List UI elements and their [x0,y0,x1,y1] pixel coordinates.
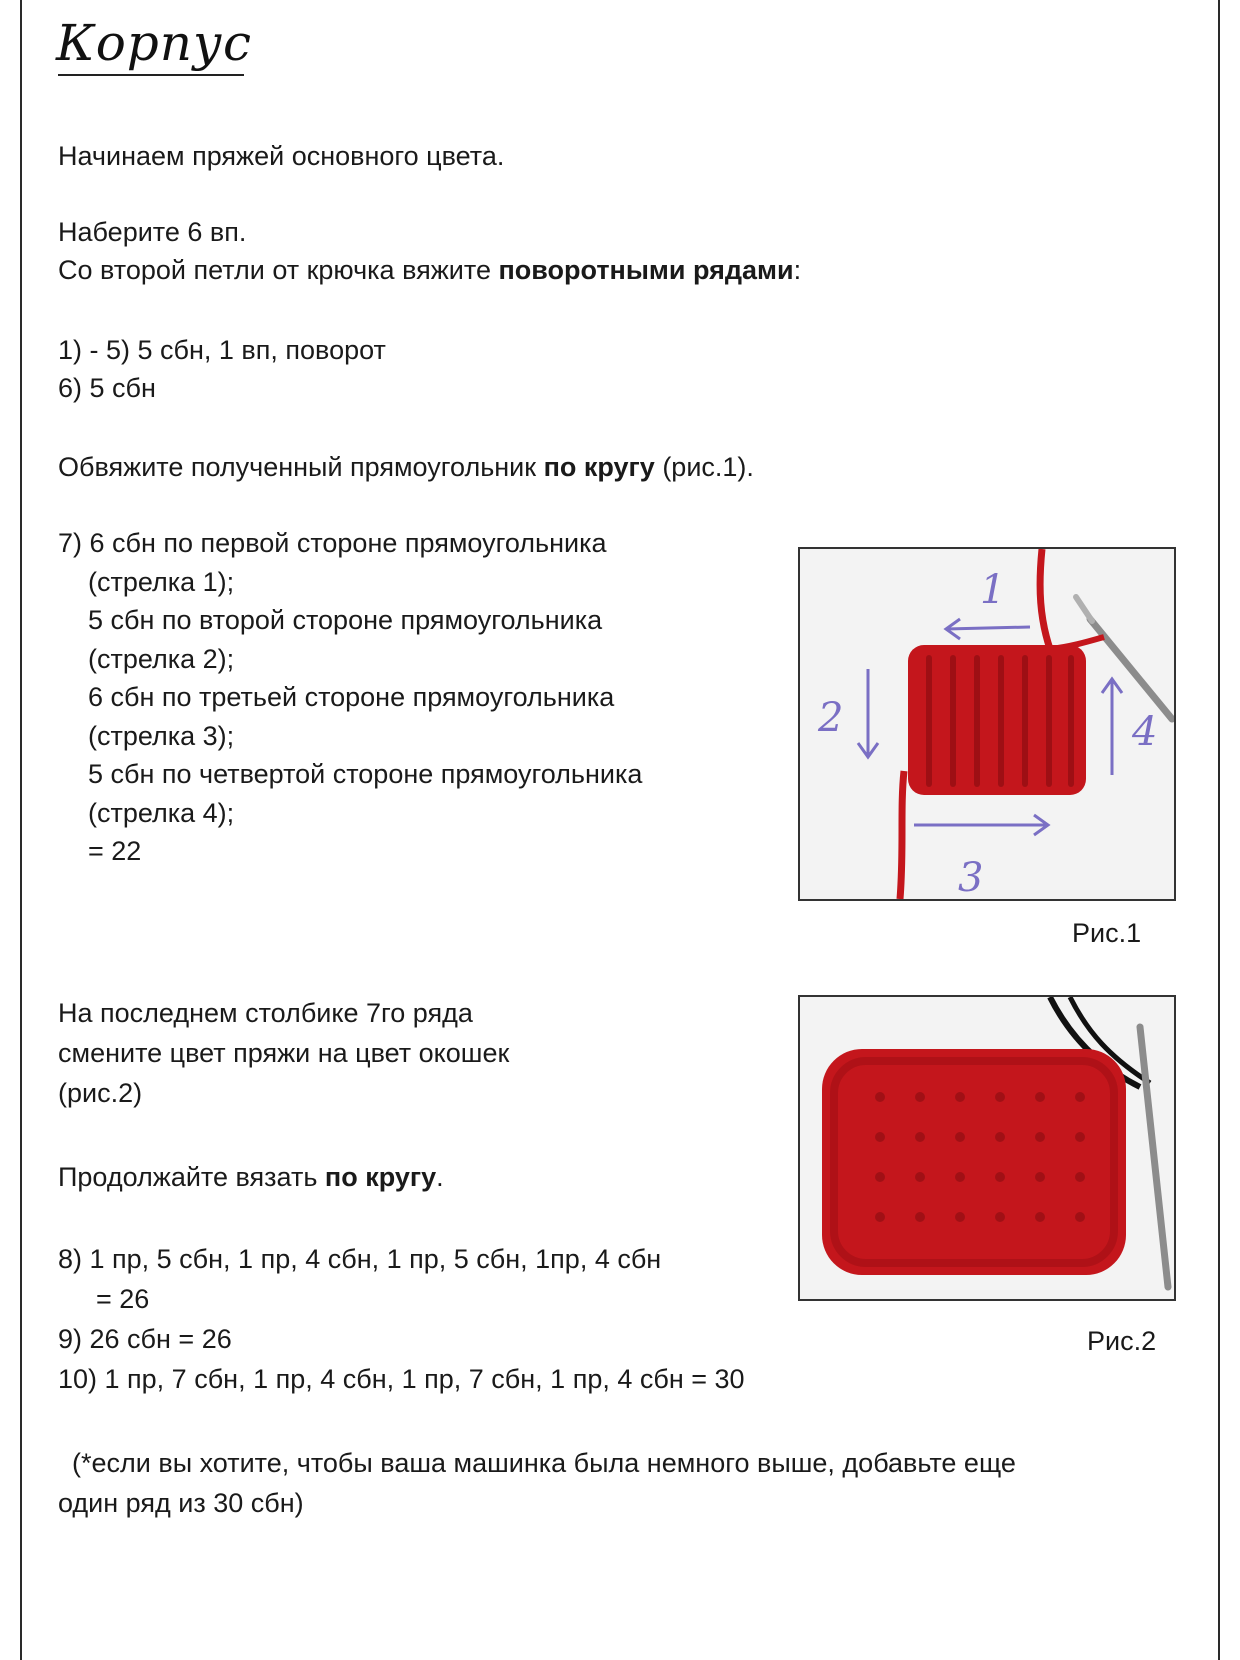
arrow-label-4: 4 [1132,709,1158,755]
figure-2-illustration [800,997,1174,1299]
round-intro-suffix: (рис.1). [654,452,754,482]
continue-round-bold: по кругу [324,1162,437,1192]
row-7-line-1: 7) 6 сбн по первой стороне прямоугольника [58,528,607,558]
crochet-swatch-2 [822,1049,1126,1275]
section-heading: Корпус [56,14,253,72]
cast-on-text: Наберите 6 вп. [58,217,247,247]
note-line-1: (*если вы хотите, чтобы ваша машинка была немного выше, добавьте еще [72,1448,1016,1478]
row-7-line-2: (стрелка 1); [88,567,235,597]
color-change-line-1: На последнем столбике 7го ряда [58,998,473,1028]
round-intro-bold: по кругу [543,452,655,482]
heading-underline [58,74,244,76]
continue-round-text [58,1160,444,1194]
row-7-line-3: 5 сбн по второй стороне прямоугольника [88,605,603,635]
row-7-line-8: (стрелка 4); [88,798,235,828]
second-loop-prefix: Со второй петли от крючка вяжите [58,255,499,285]
row-8-line-2: = 26 [96,1284,150,1314]
continue-round-prefix: Продолжайте вязать [58,1162,325,1192]
intro-text: Начинаем пряжей основного цвета. [58,141,505,171]
arrow-label-1: 1 [980,567,1006,613]
color-change-line-2: смените цвет пряжи на цвет окошек [58,1038,510,1068]
arrow-label-3: 3 [958,855,984,899]
row-7-line-4: (стрелка 2); [88,644,235,674]
figure-1-photo [798,547,1176,901]
arrow-1-icon [946,627,1030,629]
row-7-line-5: 6 сбн по третьей стороне прямоугольника [88,682,615,712]
second-loop-suffix: : [793,255,802,285]
row-7-line-9: = 22 [88,836,142,866]
note-line-2: один ряд из 30 сбн) [58,1488,304,1518]
round-intro-text [58,450,754,484]
figure-1-caption: Рис.1 [1072,918,1142,948]
row-7-line-6: (стрелка 3); [88,721,235,751]
row-1-5: 1) - 5) 5 сбн, 1 вп, поворот [58,335,386,365]
row-8-line-1: 8) 1 пр, 5 сбн, 1 пр, 4 сбн, 1 пр, 5 сбн, 1пр, 4 сбн [58,1244,662,1274]
second-loop-text [58,253,801,287]
round-intro-prefix: Обвяжите полученный прямоугольник [58,452,544,482]
crochet-swatch [908,645,1086,795]
row-10: 10) 1 пр, 7 сбн, 1 пр, 4 сбн, 1 пр, 7 сбн, 1 пр, 4 сбн = 30 [58,1364,745,1394]
yarn-tail-bottom [900,771,904,899]
figure-2-photo [798,995,1176,1301]
row-9: 9) 26 сбн = 26 [58,1324,232,1354]
second-loop-bold: поворотными рядами [498,255,794,285]
row-7-line-7: 5 сбн по четвертой стороне прямоугольника [88,759,643,789]
color-change-line-3: (рис.2) [58,1078,143,1108]
arrow-label-2: 2 [818,695,844,741]
figure-1-illustration [800,549,1174,899]
continue-round-suffix: . [436,1162,444,1192]
figure-2-caption: Рис.2 [1087,1326,1157,1356]
row-6: 6) 5 сбн [58,373,156,403]
